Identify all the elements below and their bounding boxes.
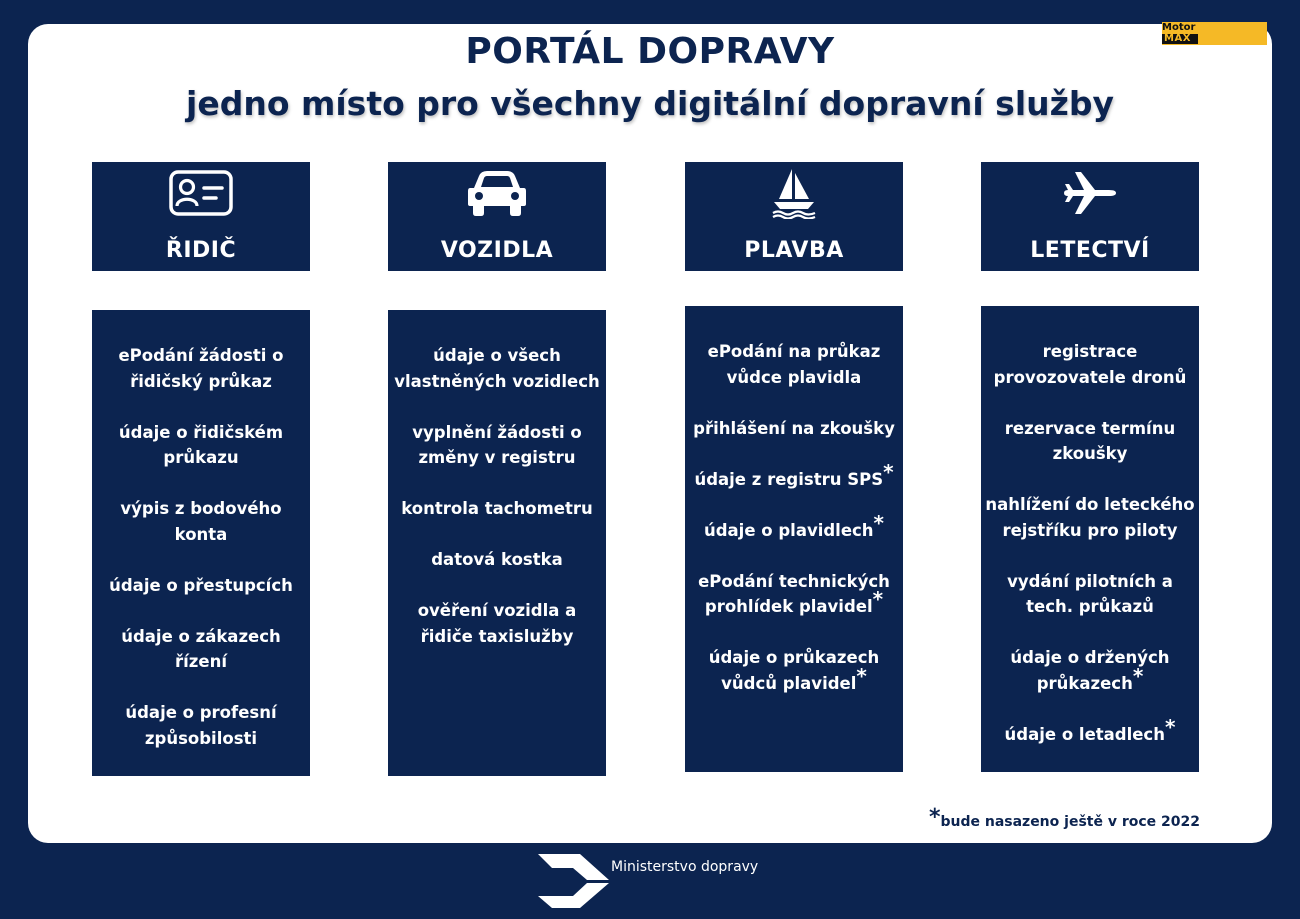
service-item — [685, 416, 903, 442]
service-item — [981, 714, 1199, 748]
service-item-line: řidičský průkaz — [130, 371, 272, 391]
service-item-line: přihlášení na zkoušky — [693, 418, 895, 438]
service-item-line: vyplnění žádosti o — [412, 422, 582, 442]
motormax-logo-line1: Motor — [1162, 22, 1196, 33]
pending-star: * — [856, 663, 867, 688]
page-subtitle: jedno místo pro všechny digitální dopravní služby — [186, 84, 1114, 123]
sailboat-icon — [685, 168, 903, 218]
service-item-line: vlastněných vozidlech — [394, 371, 600, 391]
service-item — [981, 569, 1199, 620]
service-item — [685, 510, 903, 544]
service-item-line: tech. průkazů — [1026, 597, 1154, 616]
service-item — [92, 496, 310, 547]
ministry-name: Ministerstvo dopravy — [611, 859, 759, 875]
service-item-line: údaje z registru SPS — [694, 469, 884, 489]
ministry-arrow-logo-icon — [535, 852, 613, 914]
page-title: PORTÁL DOPRAVY — [465, 31, 835, 72]
airplane-icon — [981, 168, 1199, 218]
service-item — [685, 569, 903, 620]
service-item-line: vůdce plavidla — [726, 367, 862, 387]
id-card-icon — [92, 168, 310, 218]
service-item-line: změny v registru — [418, 448, 576, 467]
service-item-line: údaje o držených — [1010, 648, 1170, 667]
service-item-line: datová kostka — [431, 550, 563, 569]
service-item-line: údaje o řidičském — [118, 422, 284, 442]
service-item-line: průkazech — [1036, 673, 1133, 693]
service-item-line: údaje o všech — [433, 346, 561, 365]
service-item-line: vydání pilotních a — [1007, 571, 1173, 591]
service-list-ridic — [92, 310, 310, 776]
category-vozidla — [388, 162, 606, 271]
category-label: VOZIDLA — [440, 238, 554, 263]
service-item-line: řízení — [175, 652, 227, 671]
service-item — [981, 492, 1199, 543]
service-item-line: nahlížení do leteckého — [985, 495, 1195, 514]
category-ridic — [92, 162, 310, 271]
service-item — [388, 598, 606, 649]
service-item — [685, 339, 903, 390]
service-item-line: způsobilosti — [144, 728, 258, 748]
service-item-line: konta — [174, 524, 228, 544]
service-item-line: provozovatele dronů — [993, 367, 1187, 387]
service-item-line: prohlídek plavidel — [704, 597, 873, 616]
pending-star: * — [872, 587, 884, 611]
pending-star: * — [1164, 714, 1176, 739]
footnote — [928, 805, 1200, 832]
service-item-line: zkoušky — [1052, 444, 1128, 463]
service-item-line: ověření vozidla a — [417, 601, 577, 620]
service-item — [92, 420, 310, 471]
service-item-line: údaje o letadlech — [1004, 724, 1165, 744]
service-item-line: údaje o průkazech — [708, 648, 880, 667]
service-item-line: registrace — [1042, 342, 1138, 361]
category-letectvi — [981, 162, 1199, 271]
service-item-line: průkazu — [163, 448, 239, 467]
service-item — [388, 547, 606, 573]
service-item-line: údaje o profesní — [125, 703, 277, 722]
service-item-line: ePodání technických — [698, 571, 890, 591]
service-item-line: rezervace termínu — [1004, 418, 1176, 438]
service-item-line: ePodání na průkaz — [707, 342, 881, 361]
service-item-line: ePodání žádosti o — [118, 346, 284, 365]
service-item-line: údaje o plavidlech — [703, 520, 874, 540]
service-item-line: řidiče taxislužby — [420, 626, 574, 646]
service-item — [92, 573, 310, 599]
category-plavba — [685, 162, 903, 271]
category-label: ŘIDIČ — [165, 238, 237, 263]
service-item — [92, 624, 310, 675]
motormax-logo-line2: MAX — [1162, 34, 1198, 44]
service-item — [388, 496, 606, 522]
footnote-star: * — [928, 805, 941, 830]
service-item-line: kontrola tachometru — [401, 499, 593, 518]
service-item-line: rejstříku pro piloty — [1002, 520, 1178, 540]
service-item — [685, 645, 903, 696]
category-label: PLAVBA — [744, 238, 844, 263]
service-item — [685, 459, 903, 493]
service-list-plavba — [685, 306, 903, 772]
service-item — [388, 420, 606, 471]
service-item — [388, 343, 606, 394]
service-list-letectvi — [981, 306, 1199, 772]
service-item-line: výpis z bodového — [120, 499, 282, 518]
service-item-line: údaje o zákazech — [121, 626, 281, 646]
service-item — [981, 416, 1199, 467]
service-list-vozidla — [388, 310, 606, 776]
pending-star: * — [1132, 663, 1144, 688]
category-label: LETECTVÍ — [1030, 238, 1150, 263]
service-item — [981, 339, 1199, 390]
service-item — [92, 343, 310, 394]
pending-star: * — [873, 510, 885, 535]
service-item-line: vůdců plavidel — [721, 673, 857, 693]
service-item-line: údaje o přestupcích — [109, 575, 293, 595]
service-item — [92, 700, 310, 751]
car-icon — [388, 168, 606, 218]
footnote-text: bude nasazeno ještě v roce 2022 — [940, 814, 1200, 830]
service-item — [981, 645, 1199, 696]
pending-star: * — [883, 459, 894, 484]
